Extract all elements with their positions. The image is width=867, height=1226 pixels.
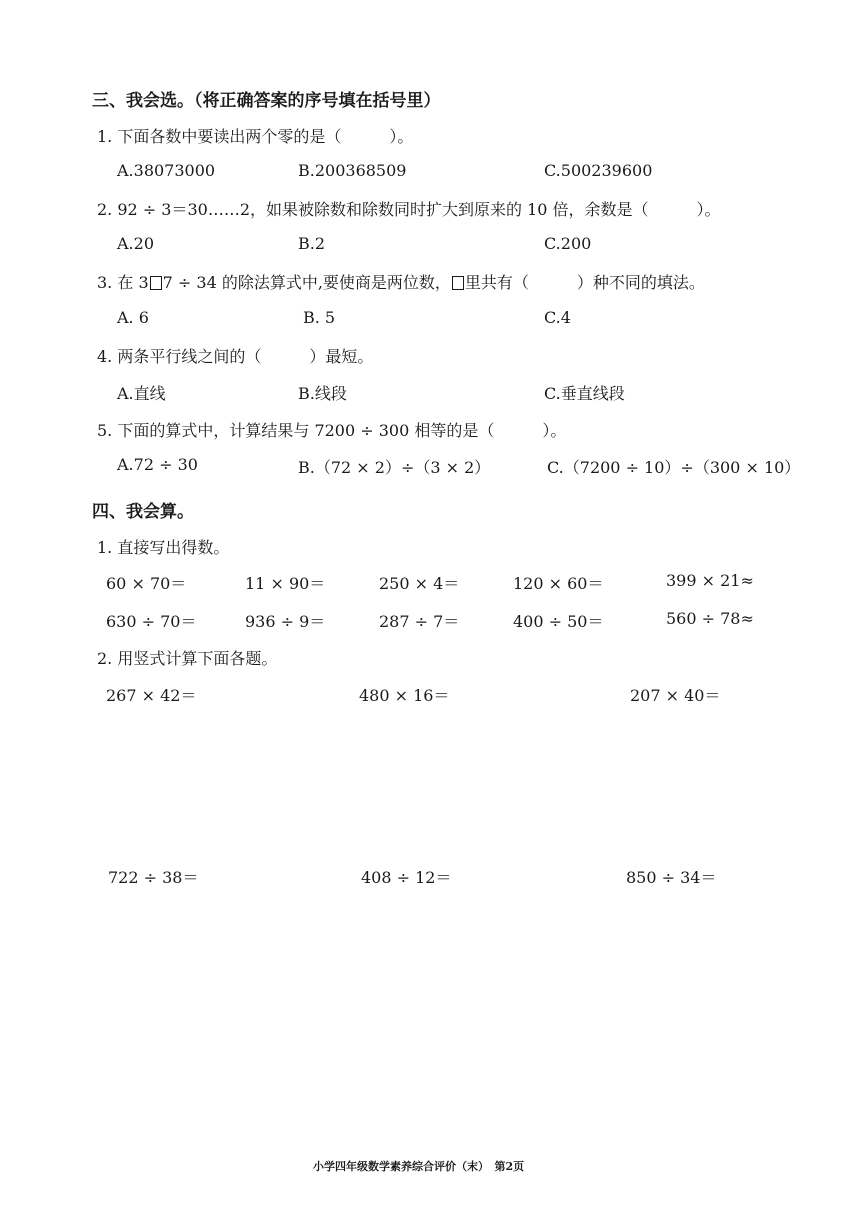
question-1: 1. 下面各数中要读出两个零的是（ ）。	[97, 127, 414, 146]
question-1-option-a: A.38073000	[117, 161, 216, 180]
question-3-text-start: 3. 在 3	[97, 273, 149, 292]
oral-calc-2-4: 400 ÷ 50＝	[513, 612, 604, 631]
oral-calc-1-1: 60 × 70＝	[106, 574, 187, 593]
question-5: 5. 下面的算式中，计算结果与 7200 ÷ 300 相等的是（ ）。	[97, 421, 567, 440]
vertical-calc-1-1: 267 × 42＝	[106, 686, 197, 705]
question-3-option-c: C.4	[544, 308, 571, 327]
question-2-option-a: A.20	[117, 234, 154, 253]
page-footer: 小学四年级数学素养综合评价（末） 第2页	[313, 1160, 525, 1173]
vertical-calc-1-2: 480 × 16＝	[359, 686, 450, 705]
oral-calc-1-3: 250 × 4＝	[379, 574, 460, 593]
oral-calc-1-2: 11 × 90＝	[245, 574, 326, 593]
oral-calc-2-5: 560 ÷ 78≈	[666, 609, 754, 628]
question-1-option-b: B.200368509	[298, 161, 407, 180]
section-3-title: 三、我会选。（将正确答案的序号填在括号里）	[92, 91, 441, 111]
section-4-title: 四、我会算。	[92, 502, 194, 522]
question-4-option-b: B.线段	[298, 384, 347, 403]
part-2-label: 2. 用竖式计算下面各题。	[97, 649, 278, 668]
question-3-text-middle: 7 ÷ 34 的除法算式中,要使商是两位数，	[162, 273, 451, 292]
question-4-option-a: A.直线	[117, 384, 166, 403]
oral-calc-1-5: 399 × 21≈	[666, 571, 754, 590]
question-4-option-c: C.垂直线段	[544, 384, 625, 403]
blank-box-icon	[452, 276, 464, 290]
question-1-option-c: C.500239600	[544, 161, 653, 180]
oral-calc-2-1: 630 ÷ 70＝	[106, 612, 197, 631]
vertical-calc-2-2: 408 ÷ 12＝	[361, 868, 452, 887]
vertical-calc-1-3: 207 × 40＝	[630, 686, 721, 705]
question-3-option-b: B. 5	[303, 308, 336, 327]
oral-calc-2-2: 936 ÷ 9＝	[245, 612, 326, 631]
question-3	[97, 270, 705, 293]
question-2-option-b: B.2	[298, 234, 326, 253]
vertical-calc-2-3: 850 ÷ 34＝	[626, 868, 717, 887]
question-5-option-a: A.72 ÷ 30	[117, 455, 198, 474]
part-1-label: 1. 直接写出得数。	[97, 538, 230, 557]
question-3-option-a: A. 6	[117, 308, 149, 327]
question-3-text-end: 里共有（ ）种不同的填法。	[464, 273, 705, 292]
question-5-option-c: C.（7200 ÷ 10）÷（300 × 10）	[547, 458, 801, 477]
oral-calc-2-3: 287 ÷ 7＝	[379, 612, 460, 631]
blank-box-icon	[150, 276, 162, 290]
question-2: 2. 92 ÷ 3＝30……2，如果被除数和除数同时扩大到原来的 10 倍，余数是（ ）。	[97, 200, 721, 219]
question-2-option-c: C.200	[544, 234, 592, 253]
question-4: 4. 两条平行线之间的（ ）最短。	[97, 347, 374, 366]
vertical-calc-2-1: 722 ÷ 38＝	[108, 868, 199, 887]
question-5-option-b: B.（72 × 2）÷（3 × 2）	[298, 458, 491, 477]
oral-calc-1-4: 120 × 60＝	[513, 574, 604, 593]
